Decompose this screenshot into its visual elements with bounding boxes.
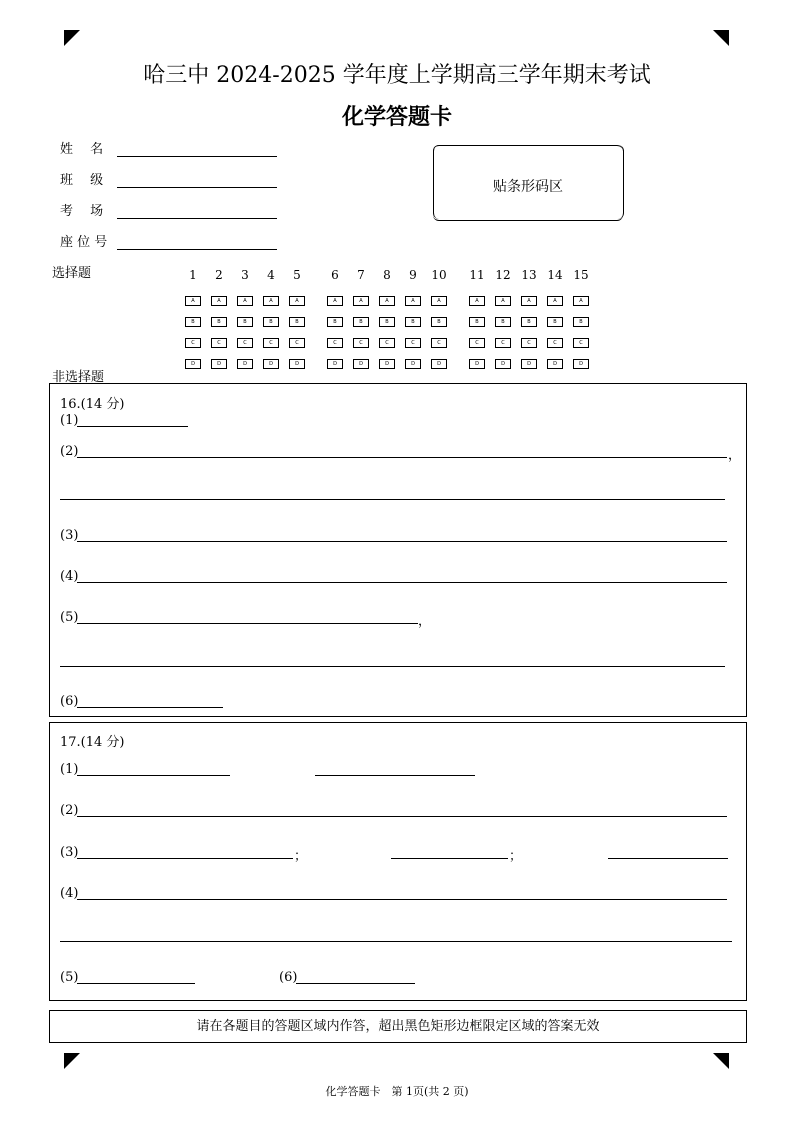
choice-question-number: 6 [331,268,339,282]
q17-part5-line[interactable] [77,983,195,984]
choice-question-number: 5 [293,268,301,282]
registration-mark-bottom-right [713,1053,729,1069]
answer-bubble-13-b[interactable]: B [521,317,537,327]
answer-bubble-11-a[interactable]: A [469,296,485,306]
choice-question-number: 12 [495,268,511,282]
q17-part1-label: (1) [60,762,79,777]
q17-part4-label: (4) [60,886,79,901]
q17-part3-label: (3) [60,845,79,860]
answer-bubble-9-d[interactable]: D [405,359,421,369]
answer-bubble-10-b[interactable]: B [431,317,447,327]
answer-bubble-4-c[interactable]: C [263,338,279,348]
q16-part2-line[interactable] [77,457,727,458]
answer-bubble-15-c[interactable]: C [573,338,589,348]
q17-part2-label: (2) [60,803,79,818]
q17-part3-semicolon-b: ； [509,849,523,864]
q17-part3-line-a[interactable] [77,858,293,859]
q17-part6-line[interactable] [296,983,415,984]
seat-number-field[interactable] [60,231,277,250]
answer-bubble-6-d[interactable]: D [327,359,343,369]
answer-bubble-4-b[interactable]: B [263,317,279,327]
answer-bubble-8-d[interactable]: D [379,359,395,369]
q16-part3-line[interactable] [77,541,727,542]
q17-part3-line-c[interactable] [608,858,728,859]
name-label: 姓 名 [60,142,104,157]
answer-bubble-8-c[interactable]: C [379,338,395,348]
q17-part3-semicolon-a: ； [294,849,308,864]
answer-bubble-7-c[interactable]: C [353,338,369,348]
answer-bubble-2-c[interactable]: C [211,338,227,348]
q17-title: 17.(14 分) [60,735,125,750]
seat-number-label: 座 位 号 [60,235,108,250]
choice-question-number: 15 [573,268,589,282]
choice-question-number: 4 [267,268,275,282]
choice-question-number: 3 [241,268,249,282]
answer-bubble-8-a[interactable]: A [379,296,395,306]
answer-bubble-4-d[interactable]: D [263,359,279,369]
exam-room-field[interactable] [60,200,277,219]
q17-part2-line[interactable] [77,816,727,817]
answer-bubble-3-b[interactable]: B [237,317,253,327]
class-label: 班 级 [60,173,104,188]
q16-part1-line[interactable] [77,426,188,427]
answer-bubble-11-b[interactable]: B [469,317,485,327]
answer-bubble-6-b[interactable]: B [327,317,343,327]
q16-part5-line-2[interactable] [60,666,725,667]
answer-bubble-9-c[interactable]: C [405,338,421,348]
answer-bubble-11-d[interactable]: D [469,359,485,369]
choice-question-number: 11 [469,268,485,282]
answer-bubble-3-d[interactable]: D [237,359,253,369]
page-subtitle: 化学答题卡 [341,104,452,130]
page-footer: 化学答题卡 第 1页(共 2 页) [325,1085,469,1098]
answer-bubble-2-b[interactable]: B [211,317,227,327]
choice-question-number: 2 [215,268,223,282]
answer-bubble-6-a[interactable]: A [327,296,343,306]
barcode-label: 贴条形码区 [493,179,563,195]
answer-bubble-7-d[interactable]: D [353,359,369,369]
answer-bubble-14-d[interactable]: D [547,359,563,369]
name-field[interactable] [60,138,277,157]
answer-bubble-9-b[interactable]: B [405,317,421,327]
answer-bubble-10-d[interactable]: D [431,359,447,369]
answer-bubble-5-b[interactable]: B [289,317,305,327]
answer-bubble-5-a[interactable]: A [289,296,305,306]
answer-bubble-1-d[interactable]: D [185,359,201,369]
q17-part4-line-2[interactable] [60,941,732,942]
answer-bubble-4-a[interactable]: A [263,296,279,306]
q16-part2-label: (2) [60,444,79,459]
answer-bubble-2-d[interactable]: D [211,359,227,369]
exam-room-label: 考 场 [60,204,104,219]
answer-bubble-2-a[interactable]: A [211,296,227,306]
choice-question-number: 14 [547,268,563,282]
choice-question-number: 9 [409,268,417,282]
q16-part2-comma: ， [728,448,742,463]
answer-bubble-8-b[interactable]: B [379,317,395,327]
answer-bubble-5-d[interactable]: D [289,359,305,369]
answer-bubble-6-c[interactable]: C [327,338,343,348]
q16-part2-line-2[interactable] [60,499,725,500]
answer-bubble-10-c[interactable]: C [431,338,447,348]
class-field[interactable] [60,169,277,188]
answer-bubble-1-a[interactable]: A [185,296,201,306]
choice-question-number: 7 [357,268,365,282]
choice-section-label: 选择题 [52,266,92,281]
answer-bubble-13-a[interactable]: A [521,296,537,306]
answer-bubble-12-b[interactable]: B [495,317,511,327]
answer-bubble-1-b[interactable]: B [185,317,201,327]
page-title: 哈三中 2024-2025 学年度上学期高三学年期末考试 [143,63,651,88]
answer-bubble-14-b[interactable]: B [547,317,563,327]
answer-bubble-15-d[interactable]: D [573,359,589,369]
answer-bubble-7-a[interactable]: A [353,296,369,306]
answer-bubble-13-d[interactable]: D [521,359,537,369]
q16-part6-label: (6) [60,694,79,709]
registration-mark-top-left [64,30,80,46]
q16-part3-label: (3) [60,528,79,543]
answer-bubble-1-c[interactable]: C [185,338,201,348]
answer-bubble-12-a[interactable]: A [495,296,511,306]
choice-question-number: 13 [521,268,537,282]
answer-bubble-14-c[interactable]: C [547,338,563,348]
answer-bubble-11-c[interactable]: C [469,338,485,348]
answer-bubble-15-a[interactable]: A [573,296,589,306]
q16-part1-label: (1) [60,413,79,428]
seat-number-line[interactable] [117,235,277,250]
q16-part4-label: (4) [60,569,79,584]
answer-bubble-12-c[interactable]: C [495,338,511,348]
q17-part6-label: (6) [279,970,298,985]
name-line[interactable] [117,142,277,157]
answer-bubble-9-a[interactable]: A [405,296,421,306]
choice-question-number: 8 [383,268,391,282]
answer-bubble-13-c[interactable]: C [521,338,537,348]
answer-bubble-3-a[interactable]: A [237,296,253,306]
answer-bubble-5-c[interactable]: C [289,338,305,348]
q16-part5-comma: ， [418,614,432,629]
q17-part3-line-b[interactable] [391,858,508,859]
registration-mark-bottom-left [64,1053,80,1069]
q17-part5-label: (5) [60,970,79,985]
q17-answer-box [49,722,747,1001]
answer-bubble-10-a[interactable]: A [431,296,447,306]
q16-part6-line[interactable] [77,707,223,708]
q16-part4-line[interactable] [77,582,727,583]
notice-box: 请在各题目的答题区域内作答，超出黑色矩形边框限定区域的答案无效 [49,1010,747,1043]
q17-part1-line-a[interactable] [77,775,230,776]
nonchoice-section-label: 非选择题 [52,370,105,385]
registration-mark-top-right [713,30,729,46]
answer-bubble-12-d[interactable]: D [495,359,511,369]
answer-bubble-14-a[interactable]: A [547,296,563,306]
q17-part1-line-b[interactable] [315,775,475,776]
choice-question-number: 1 [189,268,197,282]
answer-bubble-15-b[interactable]: B [573,317,589,327]
exam-room-line[interactable] [117,204,277,219]
q16-part5-label: (5) [60,610,79,625]
q16-title: 16.(14 分) [60,397,125,412]
q17-part4-line[interactable] [77,899,727,900]
answer-bubble-7-b[interactable]: B [353,317,369,327]
answer-bubble-3-c[interactable]: C [237,338,253,348]
q16-part5-line[interactable] [77,623,418,624]
choice-question-number: 10 [431,268,447,282]
class-line[interactable] [117,173,277,188]
